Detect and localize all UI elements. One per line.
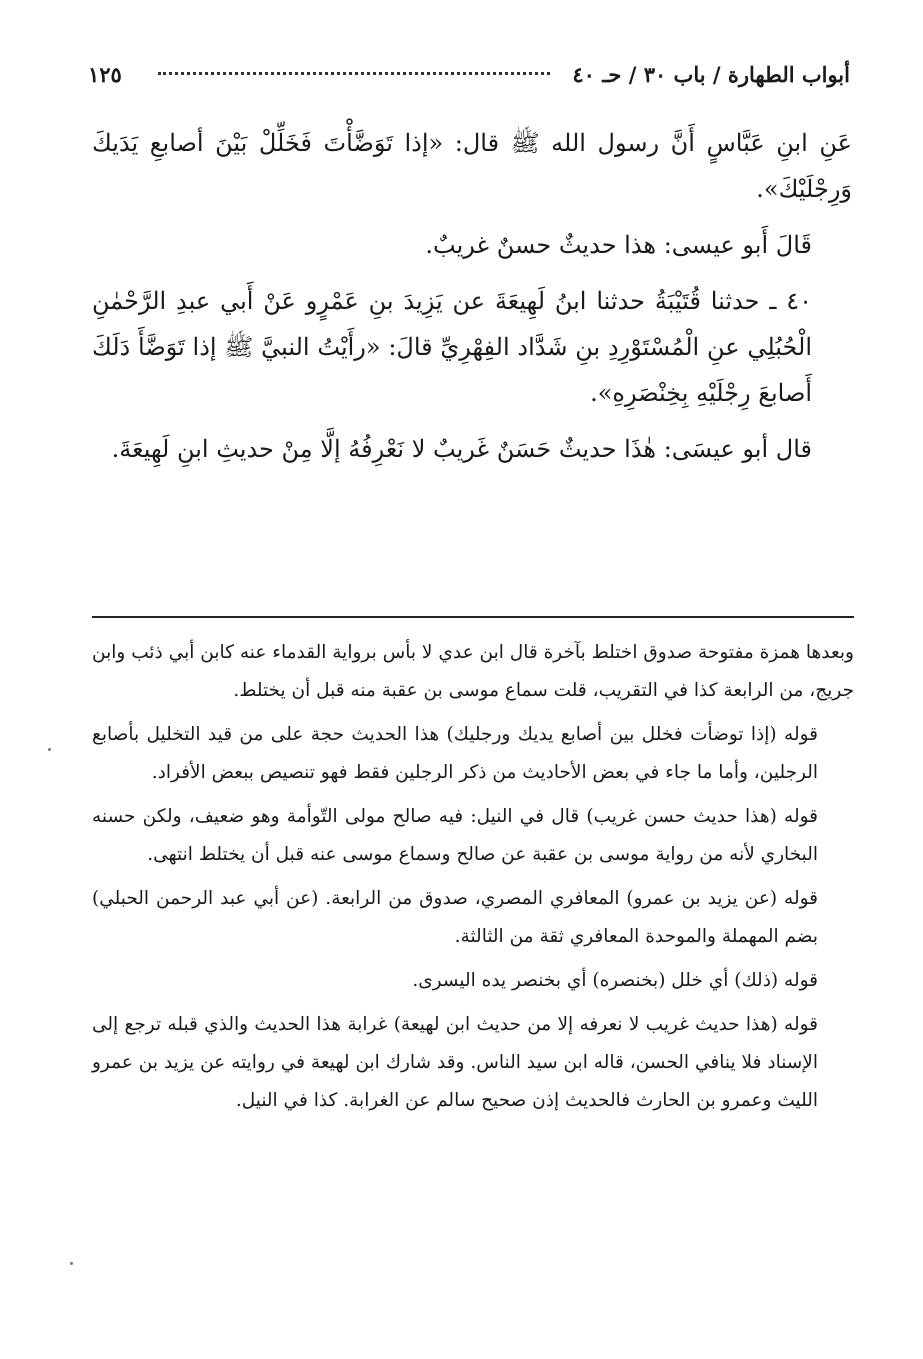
note-paragraph: قوله (هذا حديث حسن غريب) قال في النيل: فيه صالح مولى التّوأمة وهو ضعيف، ولكن حسنه البخاري لأنه من رواية موسى بن عقبة عن صالح وسماع موسى عنه قبل أن يختلط انتهى. (92, 806, 818, 865)
hadith-paragraph: عَنِ ابنِ عَبَّاسٍ أَنَّ رسول الله ﷺ قال: «إذا تَوَضَّأْتَ فَخَلِّلْ بَيْنَ أصابعِ يَدَيكَ وَرِجْلَيْكَ». (92, 129, 852, 203)
hadith-paragraph: ٤٠ ـ حدثنا قُتَيْبَةُ حدثنا ابنُ لَهِيعَةَ عن يَزِيدَ بنِ عَمْرٍو عَنْ أَبي عبدِ الرَّحْمٰنِ الْحُبُلِي عنِ الْمُسْتَوْرِدِ بنِ شَدَّاد الفِهْرِيِّ قالَ: «رأَيْتُ النبيَّ ﷺ إذا تَوَضَّأَ دَلَكَ أَصابعَ رِجْلَيْهِ بِخِنْصَرِهِ». (92, 287, 812, 407)
chapter-title: أبواب الطهارة / باب ٣٠ / حـ ٤٠ (572, 62, 850, 87)
running-header (88, 58, 850, 94)
hadith-text (92, 120, 852, 482)
note-paragraph: قوله (عن يزيد بن عمرو) المعافري المصري، صدوق من الرابعة. (عن أبي عبد الرحمن الحبلي) بضم المهملة والموحدة المعافري ثقة من الثالثة. (92, 888, 818, 947)
note-paragraph: وبعدها همزة مفتوحة صدوق اختلط بآخرة قال ابن عدي لا بأس برواية القدماء عنه كابن أبي ذئب وابن جريج، من الرابعة كذا في التقريب، قلت سماع موسى بن عقبة منه قبل أن يختلط. (92, 642, 854, 701)
note-paragraph: قوله (ذلك) أي خلل (بخنصره) أي بخنصر يده اليسرى. (412, 970, 818, 991)
note-paragraph: قوله (هذا حديث غريب لا نعرفه إلا من حديث ابن لهيعة) غرابة هذا الحديث والذي قبله ترجع إلى الإسناد فلا ينافي الحسن، قاله ابن سيد الناس. وقد شارك ابن لهيعة في روايته عن يزيد بن عمرو الليث وعمرو بن الحارث فالحديث إذن صحيح سالم عن الغرابة. كذا في النيل. (92, 1014, 818, 1111)
page-number: ١٢٥ (88, 62, 122, 87)
commentary-notes (92, 634, 854, 1126)
leader-dots (158, 72, 550, 75)
hadith-paragraph: قال أبو عيسَى: هٰذَا حديثٌ حَسَنٌ غَريبٌ لا نَعْرِفُهُ إلَّا مِنْ حديثِ ابنِ لَهِيعَةَ. (111, 435, 812, 463)
scan-speck (70, 1262, 73, 1265)
note-paragraph: قوله (إذا توضأت فخلل بين أصابع يديك ورجليك) هذا الحديث حجة على من قيد التخليل بأصابع الرجلين، وأما ما جاء في بعض الأحاديث من ذكر الرجلين فقط فهو تنصيص ببعض الأفراد. (92, 724, 818, 783)
scan-speck (48, 748, 51, 751)
footnote-divider (92, 616, 854, 618)
hadith-paragraph: قَالَ أَبو عيسى: هذا حديثٌ حسنٌ غريبٌ. (425, 231, 812, 259)
